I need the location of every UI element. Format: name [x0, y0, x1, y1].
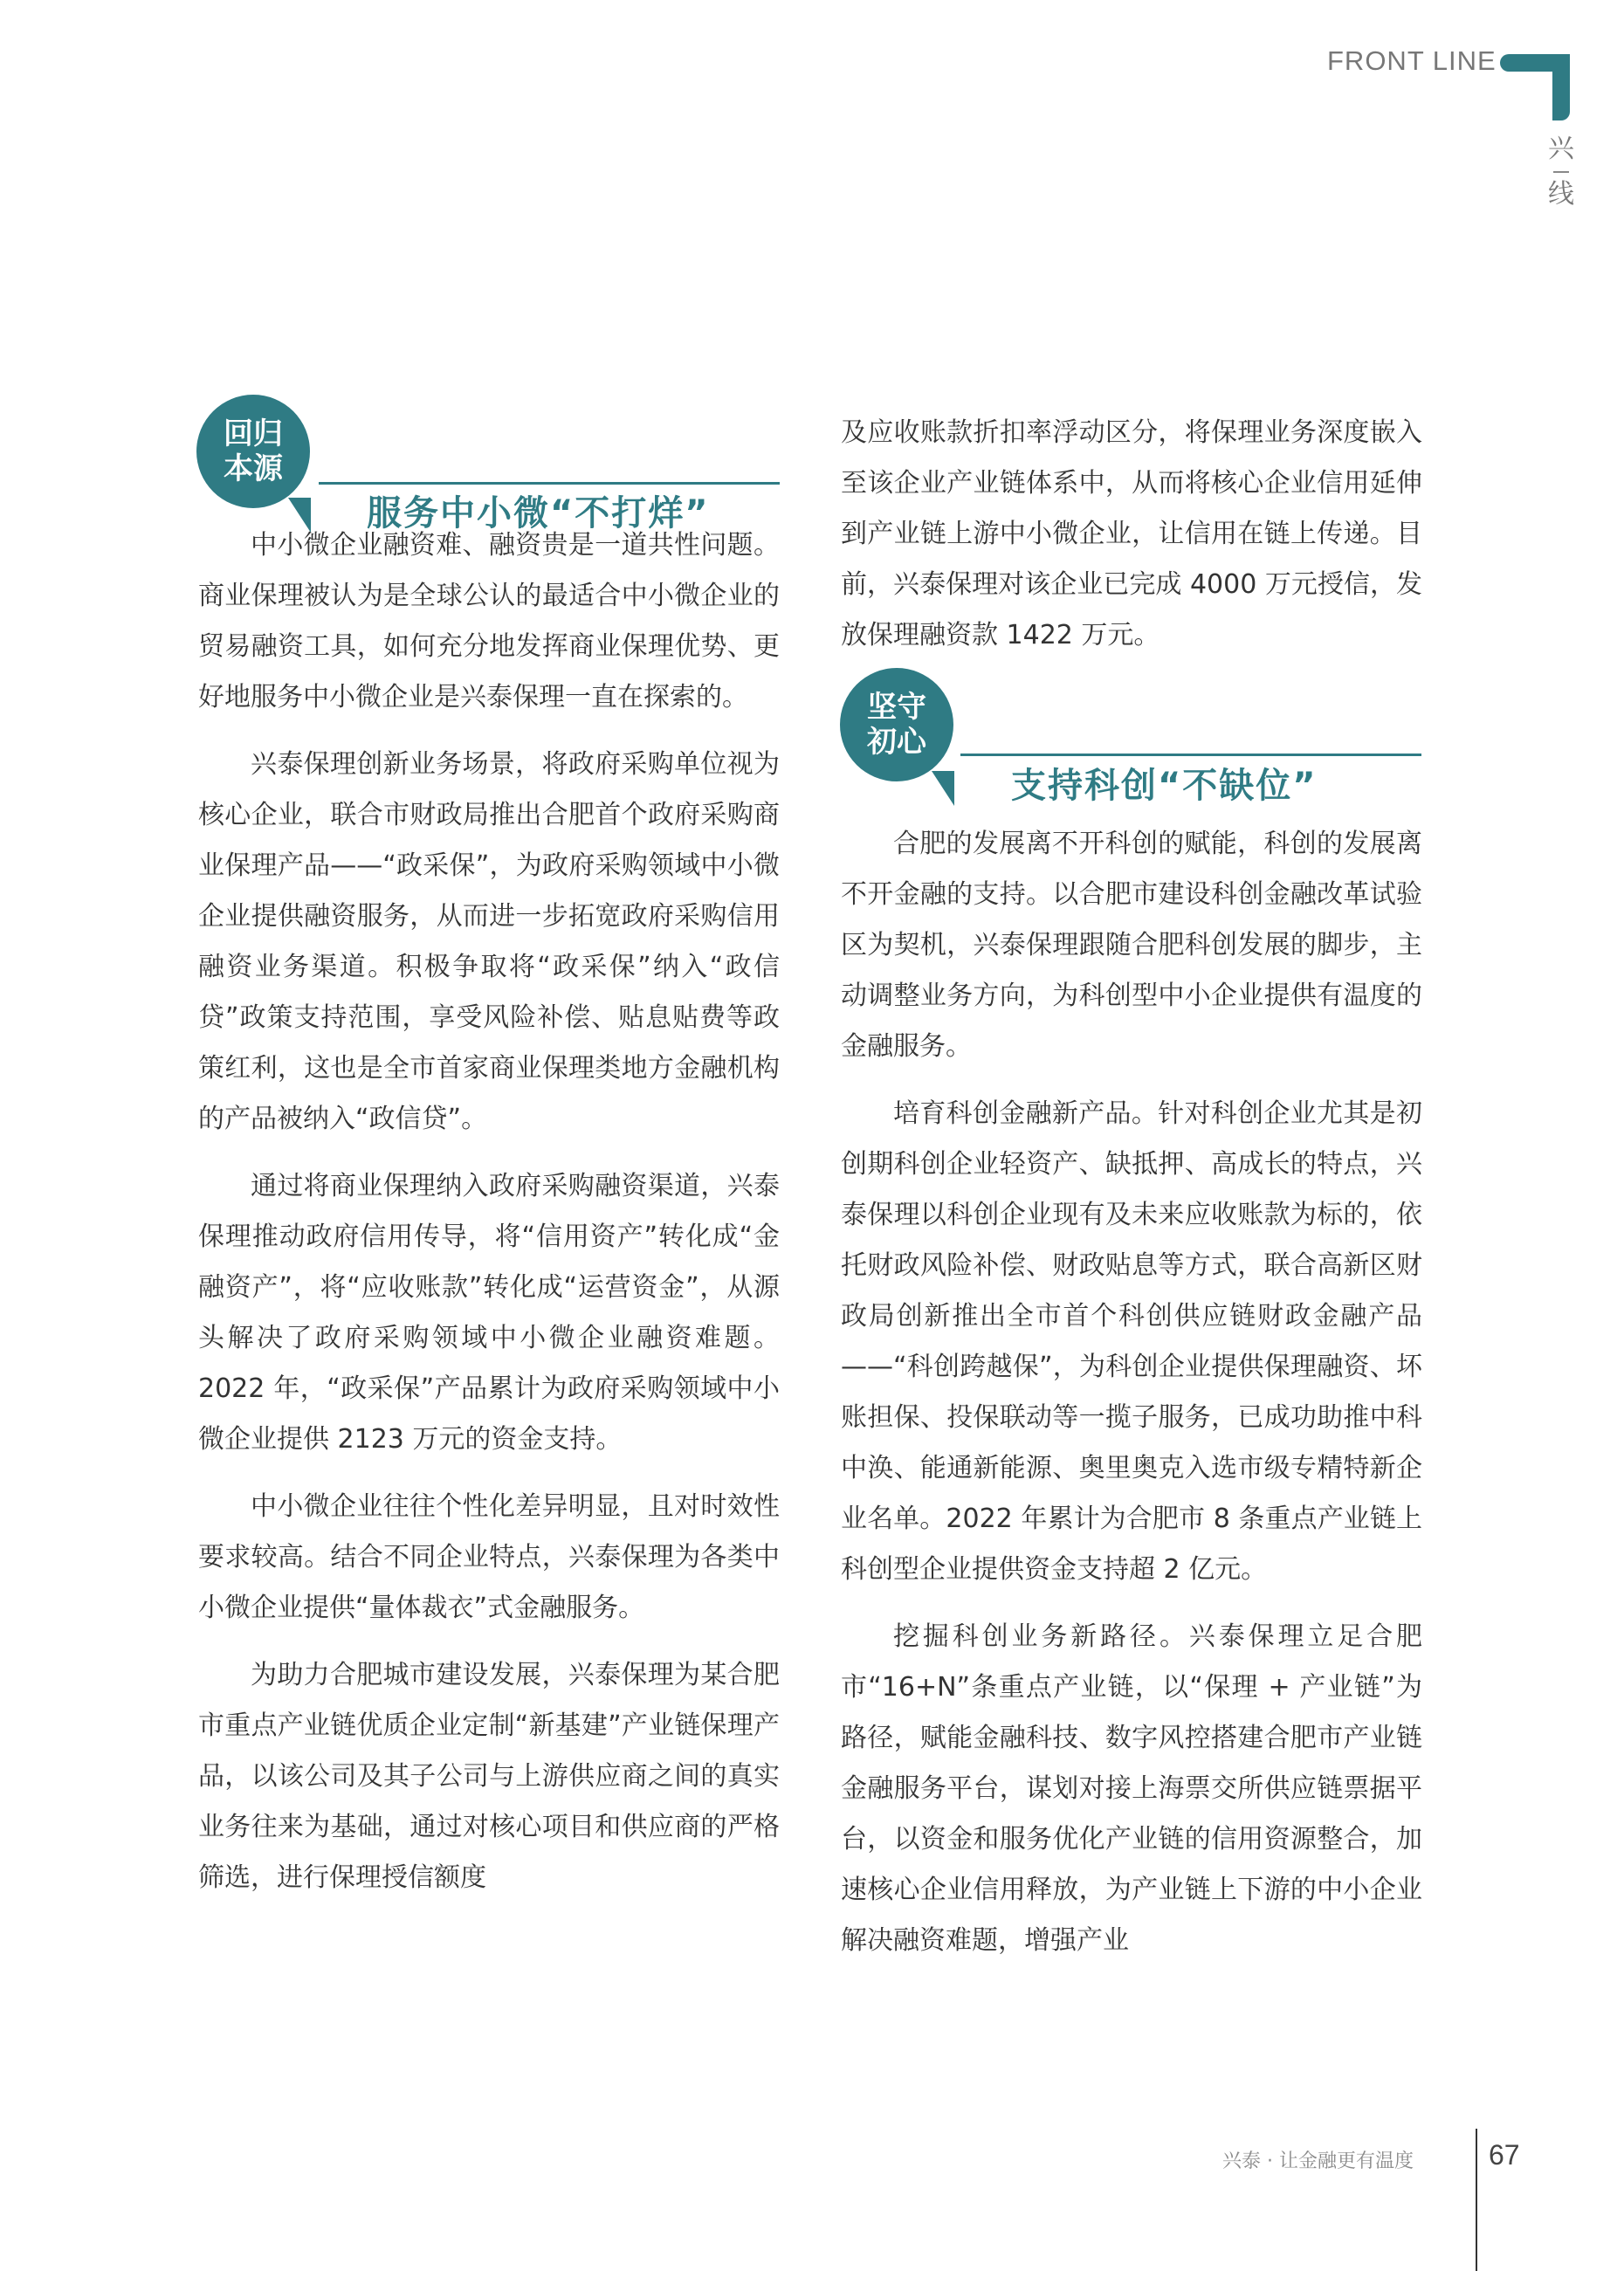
footer-divider [1476, 2129, 1477, 2271]
section2-badge-line2: 初心 [867, 725, 926, 760]
section2-badge [840, 668, 953, 781]
section1-rule [319, 482, 780, 485]
vertical-divider [1553, 171, 1569, 173]
left-column [198, 520, 780, 1920]
paragraph: 兴泰保理创新业务场景，将政府采购单位视为核心企业，联合市财政局推出合肥首个政府采购商业保理产品——“政采保”，为政府采购领域中小微企业提供融资服务，从而进一步拓宽政府采购信用融资业务渠道。积极争取将“政采保”纳入“政信贷”政策支持范围，享受风险补偿、贴息贴费等政策红利，这也是全市首家商业保理类地方金融机构的产品被纳入“政信贷”。 [198, 749, 780, 1134]
paragraph-continuation: 及应收账款折扣率浮动区分，将保理业务深度嵌入至该企业产业链体系中，从而将核心企业信用延伸到产业链上游中小微企业，让信用在链上传递。目前，兴泰保理对该企业已完成 4000 万元授信，发放保理融资款 1422 万元。 [841, 417, 1422, 650]
section2-title: 支持科创“不缺位” [1011, 766, 1318, 806]
right-column-continuation [841, 408, 1422, 661]
vertical-char-1: 兴 [1548, 134, 1574, 164]
paragraph: 中小微企业往往个性化差异明显，且对时效性要求较高。结合不同企业特点，兴泰保理为各类中小微企业提供“量体裁衣”式金融服务。 [198, 1491, 780, 1623]
page-number: 67 [1489, 2139, 1520, 2171]
section-label: FRONT LINE [1327, 45, 1497, 76]
paragraph: 合肥的发展离不开科创的赋能，科创的发展离不开金融的支持。以合肥市建设科创金融改革试验区为契机，兴泰保理跟随合肥科创发展的脚步，主动调整业务方向，为科创型中小企业提供有温度的金融服务。 [841, 829, 1422, 1062]
section1-badge-line1: 回归 [224, 416, 283, 451]
vertical-char-2: 线 [1548, 179, 1574, 210]
section1-badge [196, 395, 310, 508]
footer-slogan: 兴泰 · 让金融更有温度 [1222, 2151, 1414, 2172]
section2-badge-line1: 坚守 [867, 690, 926, 725]
paragraph: 中小微企业融资难、融资贵是一道共性问题。商业保理被认为是全球公认的最适合中小微企业的贸易融资工具，如何充分地发挥商业保理优势、更好地服务中小微企业是兴泰保理一直在探索的。 [198, 530, 780, 712]
paragraph: 培育科创金融新产品。针对科创企业尤其是初创期科创企业轻资产、缺抵押、高成长的特点，兴泰保理以科创企业现有及未来应收账款为标的，依托财政风险补偿、财政贴息等方式，联合高新区财政局创新推出全市首个科创供应链财政金融产品——“科创跨越保”，为科创企业提供保理融资、坏账担保、投保联动等一揽子服务，已成功助推中科中涣、能通新能源、奥里奥克入选市级专精特新企业名单。2022 年累计为合肥市 8 条重点产业链上科创型企业提供资金支持超 2 亿元。 [841, 1098, 1422, 1585]
section2-rule [960, 754, 1421, 756]
section1-title: 服务中小微“不打烊” [367, 493, 710, 533]
corner-accent-vertical [1552, 54, 1570, 120]
paragraph: 挖掘科创业务新路径。兴泰保理立足合肥市“16+N”条重点产业链，以“保理 + 产业链”为路径，赋能金融科技、数字风控搭建合肥市产业链金融服务平台，谋划对接上海票交所供应链票据平台，以资金和服务优化产业链的信用资源整合，加速核心企业信用释放，为产业链上下游的中小企业解决融资难题，增强产业 [841, 1621, 1422, 1956]
paragraph: 通过将商业保理纳入政府采购融资渠道，兴泰保理推动政府信用传导，将“信用资产”转化成“金融资产”，将“应收账款”转化成“运营资金”，从源头解决了政府采购领域中小微企业融资难题。2022 年，“政采保”产品累计为政府采购领域中小微企业提供 2123 万元的资金支持。 [198, 1171, 780, 1455]
section1-badge-line2: 本源 [224, 451, 283, 486]
vertical-column-label [1545, 131, 1577, 213]
paragraph: 为助力合肥城市建设发展，兴泰保理为某合肥市重点产业链优质企业定制“新基建”产业链保理产品，以该公司及其子公司与上游供应商之间的真实业务往来为基础，通过对核心项目和供应商的严格筛选，进行保理授信额度 [198, 1660, 780, 1893]
right-column [841, 819, 1422, 1983]
section2-badge-tail [932, 771, 954, 806]
